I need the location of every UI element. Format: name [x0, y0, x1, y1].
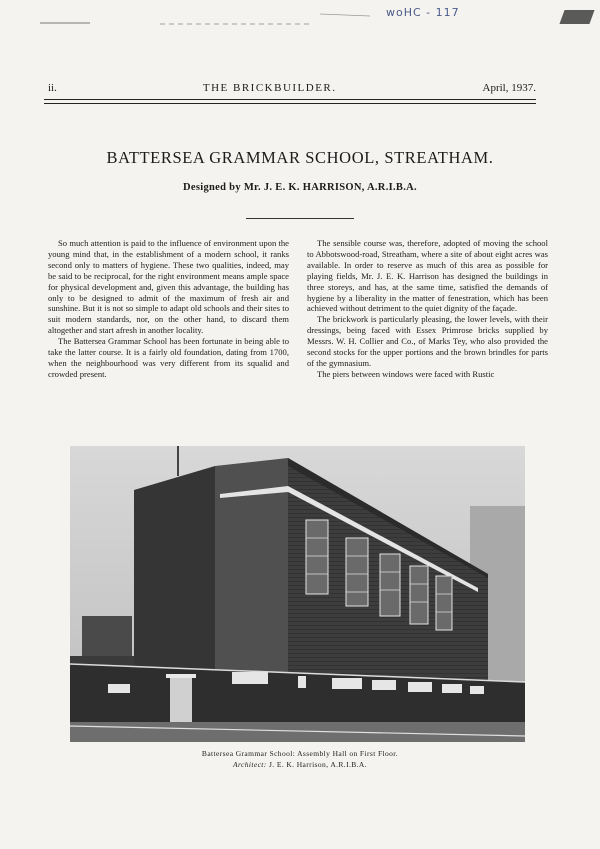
right-column — [307, 238, 548, 380]
article-body — [48, 238, 548, 380]
title-divider — [246, 218, 354, 219]
page-number: ii. — [48, 82, 57, 94]
byline-name: Mr. J. E. K. HARRISON, A.R.I.B.A. — [243, 182, 417, 193]
paragraph: The brickwork is particularly pleasing, the lower levels, with their dressings, being faced with Essex Primrose bricks supplied by Messrs. W. H. Collier and Co., of Marks Tey, who also provided the second stocks for the upper portions and the brown brindles for parts of the gymnasium. — [307, 314, 548, 368]
running-header — [48, 82, 536, 98]
figure-caption — [0, 748, 600, 770]
handwritten-annotation: woHC - 117 — [386, 6, 460, 19]
caption-architect — [0, 759, 600, 770]
scan-corner-mark — [559, 10, 594, 24]
paragraph: The Battersea Grammar School has been fortunate in being able to take the latter course. It is a fairly old foundation, dating from 1700, when the neighbourhood was very different from its squalid and crowded present. — [48, 336, 289, 379]
byline-prefix: Designed by — [183, 182, 241, 193]
journal-title: THE BRICKBUILDER. — [202, 82, 337, 94]
architect-label: Architect: — [232, 760, 267, 769]
header-rule — [44, 99, 536, 104]
issue-date: April, 1937. — [482, 82, 536, 94]
article-title: BATTERSEA GRAMMAR SCHOOL, STREATHAM. — [106, 148, 494, 167]
building-photograph — [70, 446, 525, 742]
left-column — [48, 238, 289, 380]
architect-name: J. E. K. Harrison, A.R.I.B.A. — [268, 760, 368, 769]
paragraph: So much attention is paid to the influence of environment upon the young mind that, in the establishment of a modern school, it ranks second only to matters of hygiene. These two qualities, indeed, may be said to be reciprocal, for the right environment means ample space for physical development and, given this advantage, the building has only to be designed to admit of the maximum of fresh air and sunshine. But it is not so simple to adapt old schools and their sites to suit modern standards, nor, on the other hand, to discard them altogether and start afresh in another locality. — [48, 238, 289, 336]
paragraph: The piers between windows were faced with Rustic — [317, 368, 495, 379]
scan-artifact-marks — [10, 8, 590, 28]
byline — [0, 182, 600, 193]
paragraph: The sensible course was, therefore, adopted of moving the school to Abbotswood-road, Streatham, where a site of about eight acres was available. In order to reserve as much of this area as possible for playing fields, Mr. J. E. K. Harrison has designed the buildings in three storeys, and has, at the same time, satisfied the demands of hygiene by a liberality in the matter of fenestration, which has been achieved without detriment to the quiet dignity of the façade. — [307, 238, 548, 314]
caption-title: Battersea Grammar School: Assembly Hall on First Floor. — [201, 749, 399, 758]
assembly-hall-photo — [70, 446, 525, 742]
